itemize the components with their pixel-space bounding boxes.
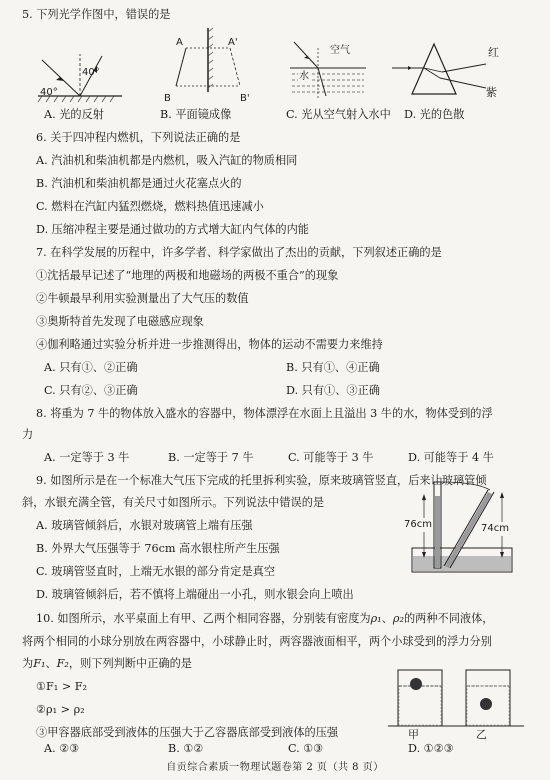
q9-option-d: D. 玻璃管倾斜后，若不慎将上端碰出一小孔，则水银会向上喷出 — [36, 588, 354, 601]
q10-rho2: ρ₂ — [392, 612, 404, 625]
q10-option-b: B. ①② — [168, 742, 204, 755]
q9-stem-line1: 9. 如图所示是在一个标准大气压下完成的托里拆利实验，原来玻璃管竖直，后来让玻璃管倾 — [36, 474, 487, 487]
q5-option-b: B. 平面镜成像 — [160, 108, 232, 121]
q5-fig-c-water: 水 — [299, 71, 309, 82]
q7-option-b: B. 只有①、④正确 — [286, 361, 380, 374]
q7-option-c: C. 只有②、③正确 — [44, 384, 138, 397]
q7-option-a: A. 只有①、②正确 — [44, 361, 138, 374]
q10-f2: F₂ — [56, 657, 69, 670]
q5-option-a: A. 光的反射 — [44, 108, 104, 121]
q10-option-d: D. ①②③ — [408, 742, 454, 755]
q8-option-d: D. 可能等于 4 牛 — [408, 451, 494, 464]
q10-stem-line1 — [36, 612, 493, 626]
q8-option-b: B. 一定等于 7 牛 — [168, 451, 254, 464]
q10-stem-sep: 、 — [381, 612, 393, 625]
q10-stem-part4: ，则下列判断中正确的是 — [68, 657, 192, 670]
q5-fig-d-violet: 紫 — [486, 86, 497, 99]
q5-fig-b-label-b-prime: B' — [240, 93, 250, 104]
container-yi — [466, 670, 510, 726]
q5-fig-c-air: 空气 — [330, 45, 350, 56]
q10-fig-label-yi: 乙 — [476, 728, 487, 741]
q9-option-c: C. 玻璃管竖直时，上端无水银的部分肯定是真空 — [36, 565, 276, 578]
q6-stem: 6. 关于四冲程内燃机，下列说法正确的是 — [36, 131, 241, 144]
container-jia — [398, 670, 442, 726]
q5-fig-b-label-b: B — [164, 93, 171, 104]
q10-containers-figure — [386, 664, 526, 740]
q7-statement-2: ②牛顿最早利用实验测量出了大气压的数值 — [36, 292, 249, 305]
q10-fig-label-jia: 甲 — [408, 728, 419, 741]
q9-option-b: B. 外界大气压强等于 76cm 高水银柱所产生压强 — [36, 542, 280, 555]
q9-fig-label-74cm: 74cm — [481, 523, 509, 534]
q10-stem-part1: 10. 如图所示，水平桌面上有甲、乙两个相同容器，分别装有密度为 — [36, 612, 371, 625]
q10-stem-line3: 为F₁、F₂，则下列判断中正确的是 — [22, 657, 192, 670]
page-footer: 自贡综合素质一物理试题卷第 2 页（共 8 页） — [166, 762, 384, 773]
q5-fig-b-label-a: A — [176, 37, 183, 48]
q5-option-c: C. 光从空气射入水中 — [286, 108, 391, 121]
q10-rho1: ρ₁ — [370, 612, 382, 625]
q6-option-c: C. 燃料在汽缸内猛烈燃烧，燃料热值迅速减小 — [36, 200, 264, 213]
q8-stem-line2: 力 — [22, 428, 34, 441]
q8-option-a: A. 一定等于 3 牛 — [44, 451, 130, 464]
q5-fig-a-angle-bottom: 40° — [40, 87, 58, 98]
q10-statement-2: ②ρ₁ > ρ₂ — [36, 703, 85, 716]
q9-fig-label-76cm: 76cm — [404, 519, 432, 530]
q10-stem-line2: 将两个相同的小球分别放在两容器中，小球静止时，两容器液面相平，两个小球受到的浮力分别 — [22, 635, 492, 648]
q7-option-d: D. 只有①、③正确 — [286, 384, 380, 397]
q10-stem-part2: 的两种不同液体， — [403, 612, 494, 625]
q9-option-a: A. 玻璃管倾斜后，水银对玻璃管上端有压强 — [36, 519, 253, 532]
q7-statement-4: ④伽利略通过实验分析并进一步推测得出，物体的运动不需要力来维持 — [36, 338, 383, 351]
q10-option-a: A. ②③ — [44, 742, 80, 755]
q10-statement-1: ①F₁ > F₂ — [36, 680, 88, 693]
q5-stem: 5. 下列光学作图中，错误的是 — [22, 8, 171, 21]
q8-stem-line1: 8. 将重为 7 牛的物体放入盛水的容器中，物体漂浮在水面上且溢出 3 牛的水，物体受到的浮 — [36, 407, 493, 420]
q8-option-c: C. 可能等于 3 牛 — [288, 451, 374, 464]
q10-statement-3: ③甲容器底部受到液体的压强大于乙容器底部受到液体的压强 — [36, 726, 339, 739]
q5-fig-b-label-a-prime: A' — [228, 37, 238, 48]
q7-statement-3: ③奥斯特首先发现了电磁感应现象 — [36, 315, 204, 328]
q7-statement-1: ①沈括最早记述了“地理的两极和地磁场的两极不重合”的现象 — [36, 269, 339, 282]
q7-stem: 7. 在科学发展的历程中，许多学者、科学家做出了杰出的贡献，下列叙述正确的是 — [36, 246, 442, 259]
q6-option-b: B. 汽油机和柴油机都是通过火花塞点火的 — [36, 177, 242, 190]
q5-fig-d-red: 红 — [488, 46, 499, 59]
q5-fig-a-angle-top: 40° — [82, 67, 100, 78]
q10-stem-part3: 为 — [22, 657, 34, 670]
q9-stem-line2: 斜，水银充满全管，有关尺寸如图所示。下列说法中错误的是 — [22, 496, 325, 509]
q6-option-a: A. 汽油机和柴油机都是内燃机，吸入汽缸的物质相同 — [36, 154, 298, 167]
q6-option-d: D. 压缩冲程主要是通过做功的方式增大缸内气体的内能 — [36, 223, 309, 236]
q5-option-d: D. 光的色散 — [404, 108, 465, 121]
q10-option-c: C. ①③ — [288, 742, 324, 755]
q10-f1: F₁ — [33, 657, 46, 670]
